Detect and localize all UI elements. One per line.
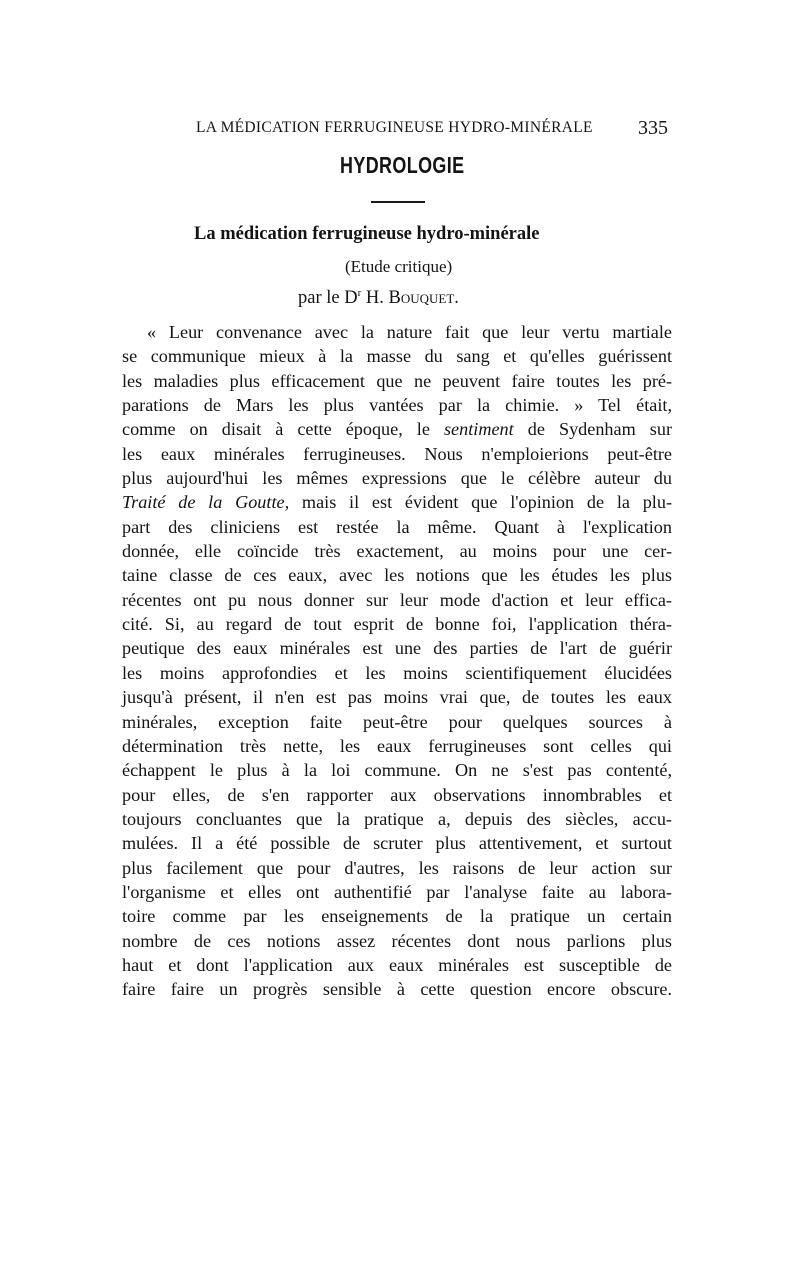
text-line: échappent le plus à la loi commune. On ne s'est pas contenté, (122, 760, 672, 781)
text-segment: mais il est évident que l'opinion de la plu- (301, 492, 673, 513)
byline-name: Bouquet. (388, 288, 459, 309)
text-line: jusqu'à présent, il n'en est pas moins vrai que, de toutes les eaux (122, 687, 672, 708)
byline-prefix: par le D (298, 288, 358, 309)
text-line: cité. Si, au regard de tout esprit de bonne foi, l'application théra- (122, 614, 672, 635)
text-line: nombre de ces notions assez récentes dont nous parlions plus (122, 930, 672, 951)
text-line: récentes ont pu nous donner sur leur mode d'action et leur effica- (122, 589, 672, 610)
page-number: 335 (638, 117, 668, 139)
section-title: HYDROLOGIE (340, 152, 465, 178)
body-text (122, 320, 672, 1002)
text-line: minérales, exception faite peut-être pour quelques sources à (122, 711, 672, 732)
text-line: mulées. Il a été possible de scruter plus attentivement, et surtout (122, 833, 672, 854)
text-line: les moins approfondies et les moins scientifiquement élucidées (122, 662, 672, 683)
text-segment: de Sydenham sur (527, 419, 673, 440)
text-segment-italic: Traité de la Goutte, (122, 492, 290, 513)
text-line: « Leur convenance avec la nature fait que leur vertu martiale (147, 322, 672, 342)
text-line: peutique des eaux minérales est une des parties de l'art de guérir (122, 638, 672, 659)
article-subtitle: (Etude critique) (345, 257, 453, 276)
text-line: plus facilement que pour d'autres, les raisons de leur action sur (122, 857, 672, 878)
text-line: l'organisme et elles ont authentifié par l'analyse faite au labora- (122, 881, 672, 902)
text-line: détermination très nette, les eaux ferrugineuses sont celles qui (122, 735, 672, 756)
text-line: les eaux minérales ferrugineuses. Nous n'emploierions peut-être (122, 443, 672, 464)
byline-initial: H. (365, 288, 384, 309)
text-line: plus aujourd'hui les mêmes expressions que le célèbre auteur du (122, 468, 672, 489)
text-line: haut et dont l'application aux eaux minérales est susceptible de (122, 954, 672, 975)
text-line (122, 490, 672, 514)
article-byline (298, 287, 459, 309)
text-line: parations de Mars les plus vantées par la chimie. » Tel était, (122, 395, 672, 416)
text-line: toire comme par les enseignements de la pratique un certain (122, 906, 672, 927)
running-title: LA MÉDICATION FERRUGINEUSE HYDRO-MINÉRALE (196, 119, 593, 136)
text-line (122, 417, 672, 441)
title-divider (371, 201, 425, 203)
text-line: pour elles, de s'en rapporter aux observations innombrables et (122, 784, 672, 805)
text-line: les maladies plus efficacement que ne peuvent faire toutes les pré- (122, 370, 672, 391)
text-line: taine classe de ces eaux, avec les notions que les études les plus (122, 565, 672, 586)
article-title: La médication ferrugineuse hydro-minérale (194, 224, 540, 244)
text-line: se communique mieux à la masse du sang et qu'elles guérissent (122, 346, 672, 367)
text-line: donnée, elle coïncide très exactement, au moins pour une cer- (122, 541, 672, 562)
running-header (196, 117, 668, 141)
text-line: faire faire un progrès sensible à cette question encore obscure. (122, 979, 672, 1000)
text-segment: comme on disait à cette époque, le (122, 419, 430, 440)
text-line: part des cliniciens est restée la même. Quant à l'explication (122, 516, 672, 537)
text-segment-italic: sentiment (443, 419, 514, 440)
byline-sup: r (357, 287, 362, 299)
text-line: toujours concluantes que la pratique a, depuis des siècles, accu- (122, 808, 672, 829)
